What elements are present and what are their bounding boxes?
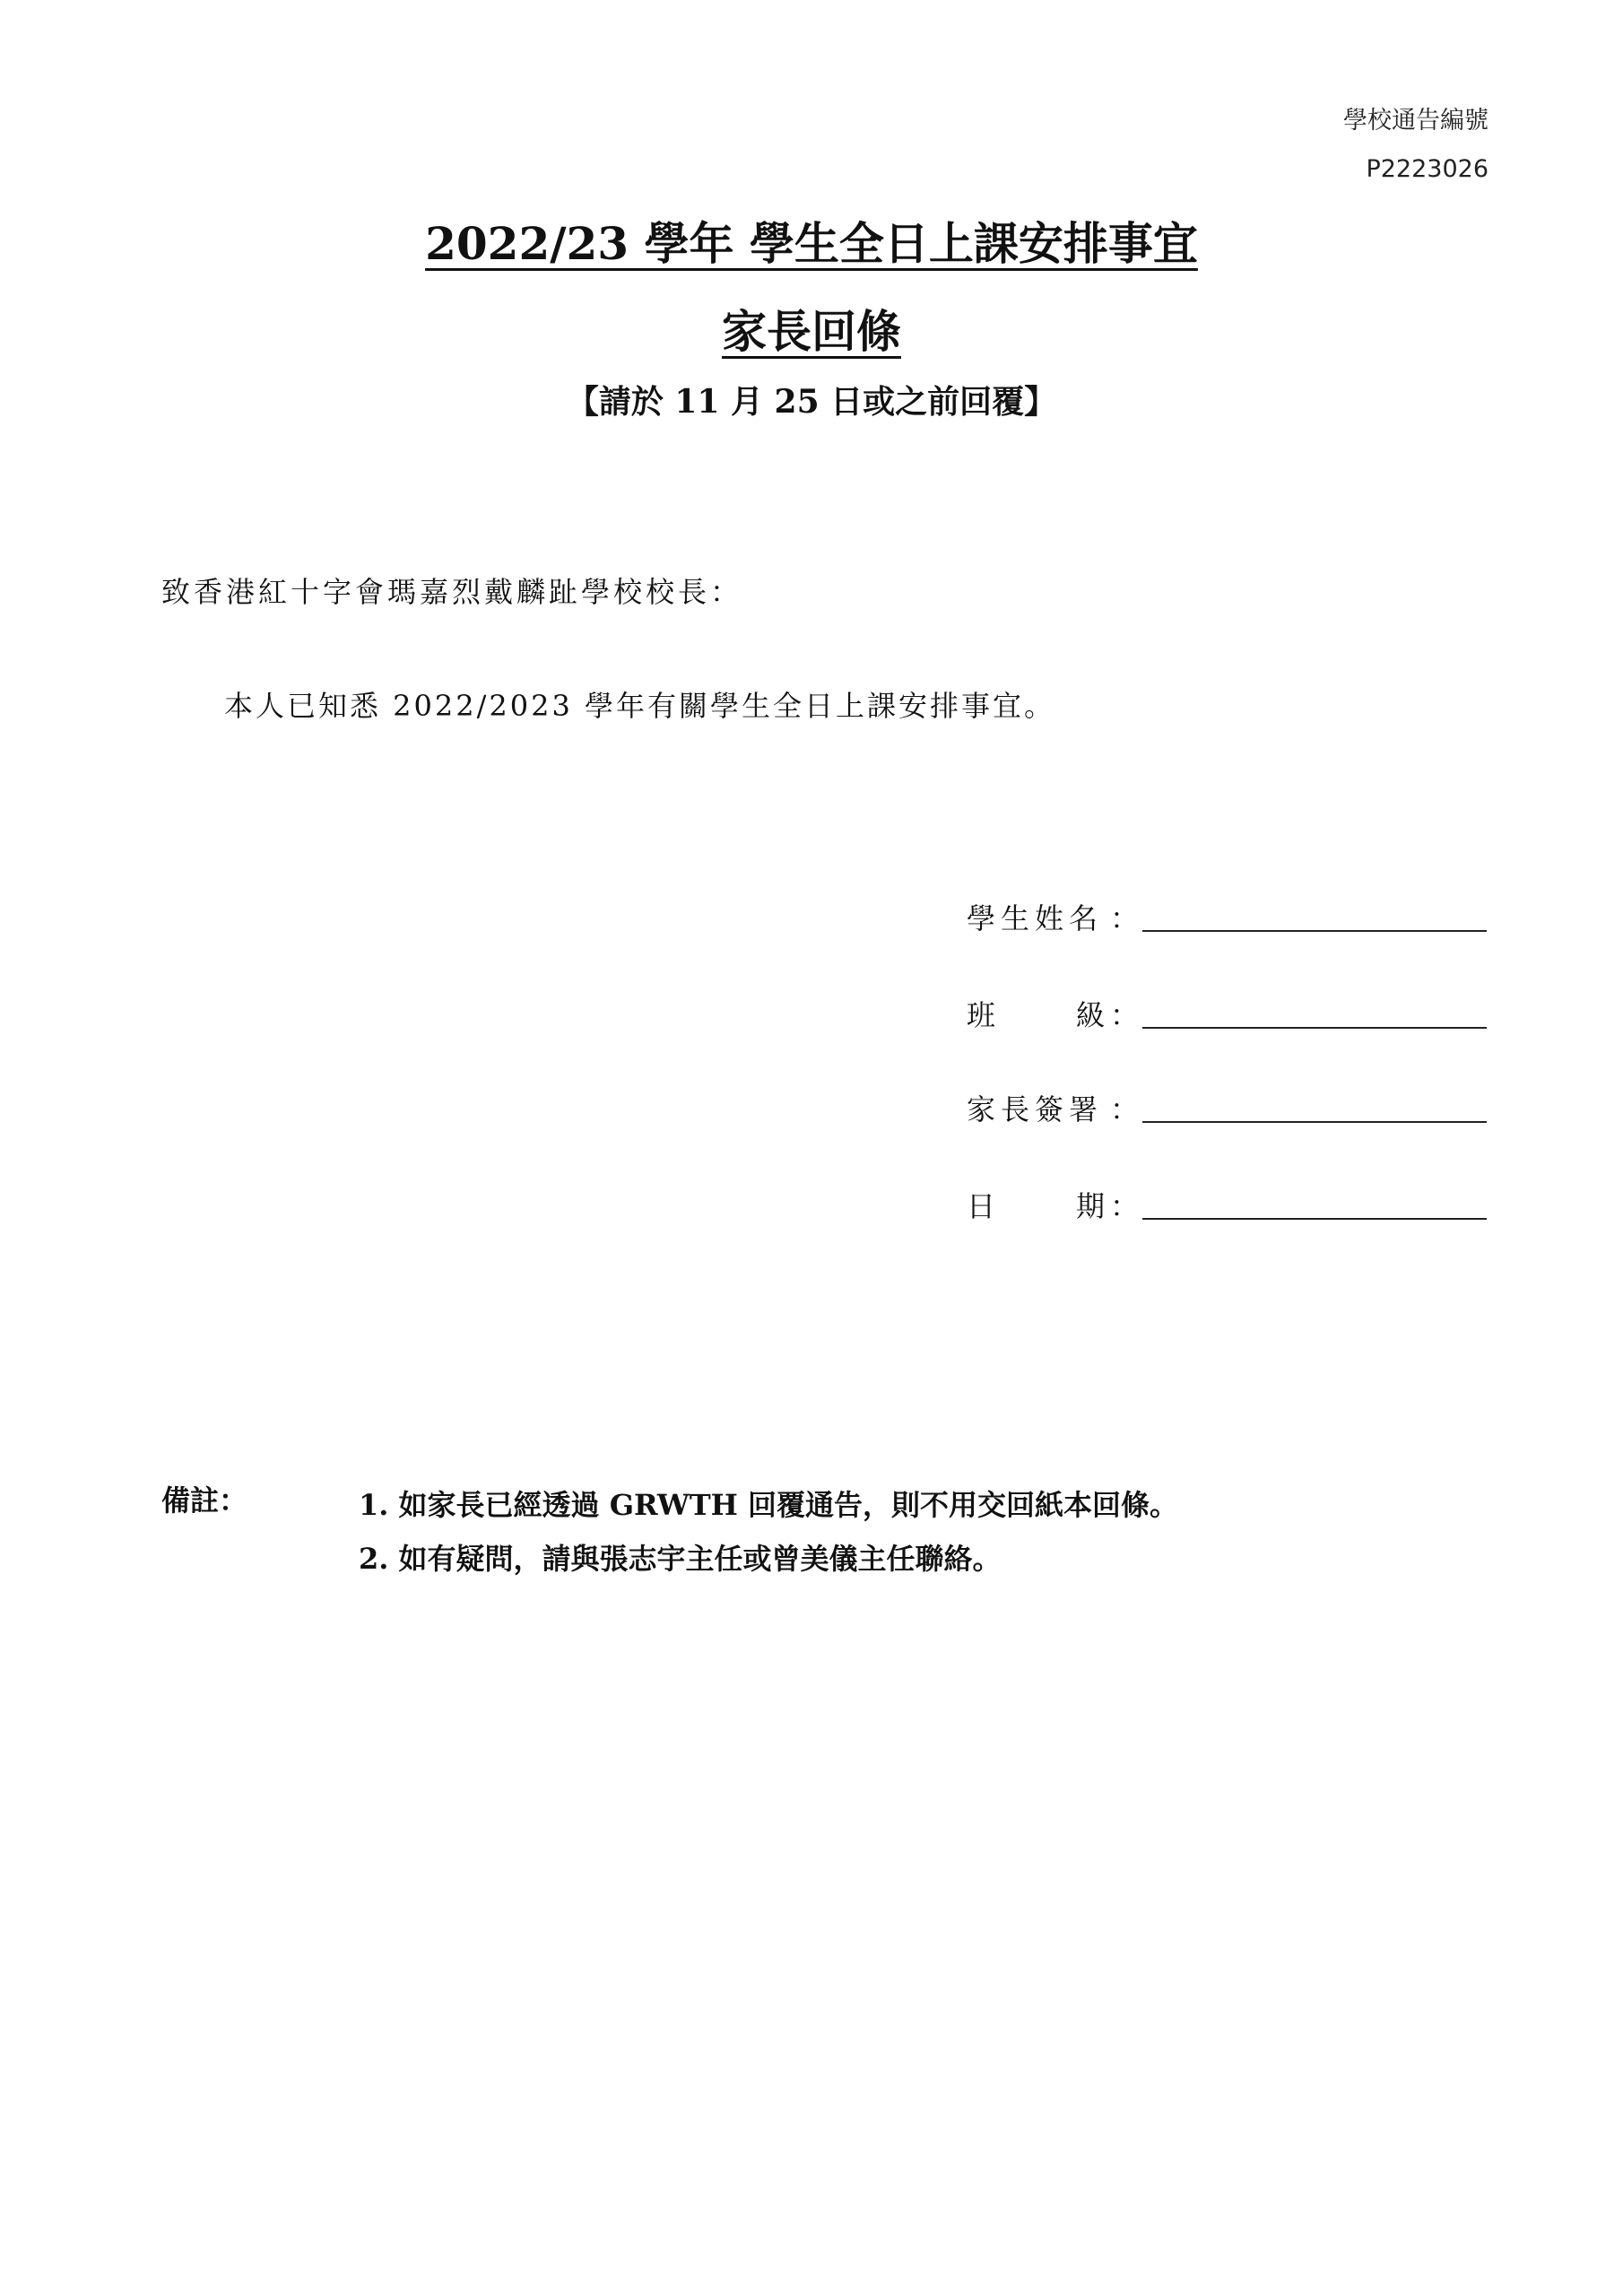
field-colon: ：: [1110, 998, 1140, 1032]
student-name-line[interactable]: [1142, 930, 1487, 932]
field-colon: ：: [1110, 1189, 1140, 1223]
parent-signature-label: 家長簽署: [967, 1092, 1104, 1126]
notice-id-block: [1343, 97, 1488, 194]
document-title: [0, 208, 1623, 273]
acknowledgement-text: 本人已知悉 2022/2023 學年有關學生全日上課安排事宜。: [224, 689, 1056, 723]
class-label-char-2: 級: [1075, 998, 1110, 1032]
date-field[interactable]: [967, 1180, 1505, 1225]
notice-number: P2223026: [1366, 155, 1488, 183]
date-line[interactable]: [1142, 1218, 1487, 1220]
note-item: 1. 如家長已經透過 GRWTH 回覆通告，則不用交回紙本回條。: [359, 1488, 1179, 1522]
class-label-char-1: 班: [967, 998, 1002, 1032]
reply-slip-title-text: 家長回條: [722, 305, 901, 358]
parent-signature-line[interactable]: [1142, 1121, 1487, 1123]
class-field[interactable]: [967, 989, 1505, 1034]
class-line[interactable]: [1142, 1027, 1487, 1029]
student-name-label: 學生姓名: [967, 901, 1104, 935]
field-colon: ：: [1110, 901, 1140, 935]
reply-deadline: 【請於 11 月 25 日或之前回覆】: [566, 383, 1057, 421]
date-label-char-2: 期: [1075, 1189, 1110, 1223]
notes-list: [359, 1478, 1345, 1586]
class-label: [967, 993, 1110, 1034]
salutation: 致香港紅十字會瑪嘉烈戴麟趾學校校長：: [161, 575, 743, 609]
document-title-text: 2022/23 學年 學生全日上課安排事宜: [425, 217, 1198, 270]
parent-signature-field[interactable]: [967, 1083, 1505, 1128]
field-colon: ：: [1110, 1092, 1140, 1126]
date-label-char-1: 日: [967, 1189, 1002, 1223]
student-name-field[interactable]: [967, 892, 1505, 937]
note-item: 2. 如有疑問，請與張志宇主任或曾美儀主任聯絡。: [359, 1542, 1002, 1576]
notice-label: 學校通告編號: [1343, 107, 1488, 135]
date-label: [967, 1184, 1110, 1225]
reply-slip-title: [0, 296, 1623, 361]
notes-label: 備註：: [161, 1483, 248, 1518]
